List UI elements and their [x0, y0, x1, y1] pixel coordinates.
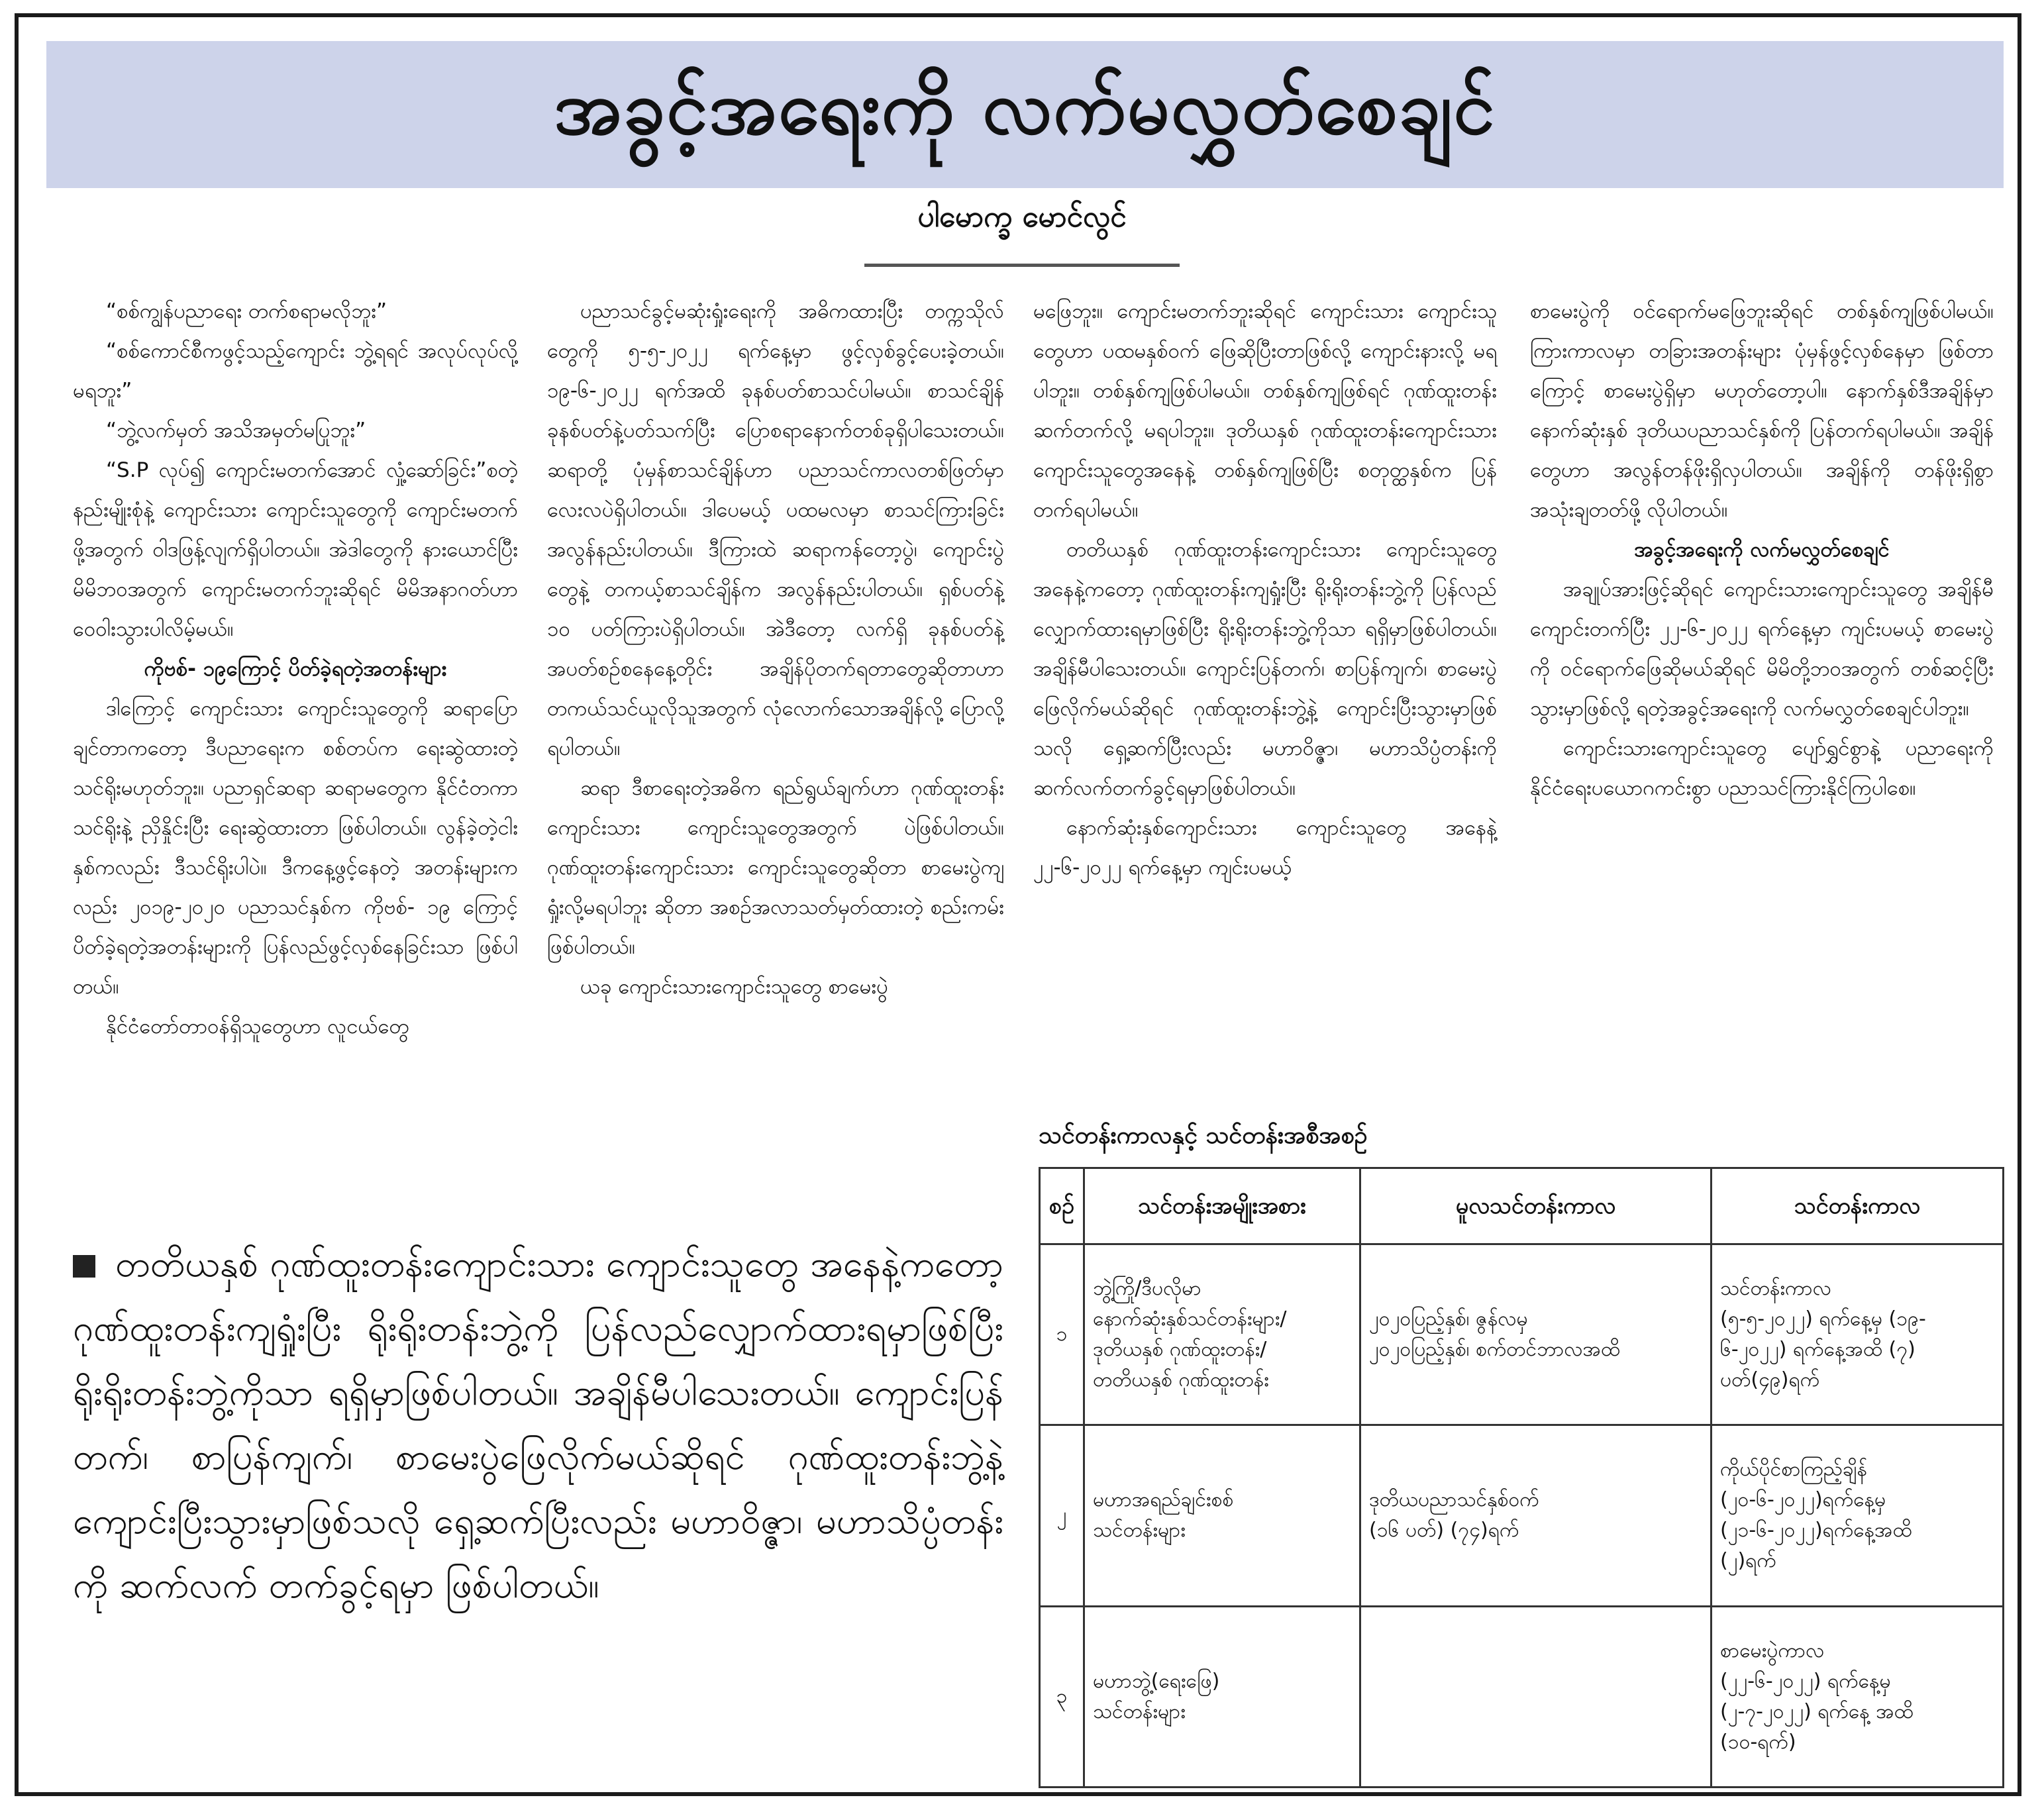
- table-row: [1040, 1244, 2004, 1425]
- period-cell: သင်တန်းကာလ (၅-၅-၂၀၂၂) ရက်နေ့မှ (၁၉- ၆-၂၀၂၂) ရက်နေ့အထိ (၇) ပတ်(၄၉)ရက်: [1712, 1244, 2004, 1425]
- text-column-4: [1530, 291, 1994, 808]
- table-row: [1040, 1606, 2004, 1787]
- paragraph: အချုပ်အားဖြင့်ဆိုရင် ကျောင်းသားကျောင်းသူတွေ အချိန်မီကျောင်းတက်ပြီး ၂၂-၆-၂၀၂၂ ရက်နေ့မှာ ကျင်းပမယ့် စာမေးပွဲကို ဝင်ရောက်ဖြေဆိုမယ်ဆိုရင် မိမိတို့ဘဝအတွက် တစ်ဆင့်ပြီးသွားမှာဖြစ်လို့ ရတဲ့အခွင့်အရေးကို လက်မလွှတ်စေချင်ပါဘူး။: [1530, 578, 1994, 721]
- paragraph: “စစ်ကောင်စီကဖွင့်သည့်ကျောင်း ဘွဲ့ရရင် အလုပ်လုပ်လို့ မရဘူး”: [73, 339, 518, 403]
- text-column-2: [547, 291, 1004, 1007]
- pull-quote-text: တတိယနှစ် ဂုဏ်ထူးတန်းကျောင်းသား ကျောင်းသူတွေ အနေနဲ့ကတော့ ဂုဏ်ထူးတန်းကျရှုံးပြီး ရိုးရိုးတန်းဘွဲ့ကို ပြန်လည်လျှောက်ထားရမှာဖြစ်ပြီး ရိုးရိုးတန်းဘွဲ့ကိုသာ ရရှိမှာဖြစ်ပါတယ်။ အချိန်မီပါသေးတယ်။ ကျောင်းပြန်တက်၊ စာပြန်ကျက်၊ စာမေးပွဲဖြေလိုက်မယ်ဆိုရင် ဂုဏ်ထူးတန်းဘွဲ့နဲ့ ကျောင်းပြီးသွားမှာဖြစ်သလို ရှေ့ဆက်ပြီးလည်း မဟာဝိဇ္ဇာ၊ မဟာသိပ္ပံတန်းကို ဆက်လက် တက်ခွင့်ရမှာ ဖြစ်ပါတယ်။: [73, 1243, 1003, 1606]
- text-column-1: [73, 291, 518, 1046]
- byline-underline: [864, 264, 1180, 267]
- course-type-cell: မဟာအရည်ချင်းစစ် သင်တန်းများ: [1084, 1425, 1360, 1606]
- row-number: ၂: [1040, 1425, 1084, 1606]
- schedule-title: သင်တန်းကာလနှင့် သင်တန်းအစီအစဉ်: [1039, 1122, 1368, 1149]
- paragraph: မဖြေဘူး။ ကျောင်းမတက်ဘူးဆိုရင် ကျောင်းသား ကျောင်းသူတွေဟာ ပထမနှစ်ဝက် ဖြေဆိုပြီးတာဖြစ်လို့ ကျောင်းနားလို့ မရပါဘူး။ တစ်နှစ်ကျဖြစ်ပါမယ်။ တစ်နှစ်ကျဖြစ်ရင် ဂုဏ်ထူးတန်းဆက်တက်လို့ မရပါဘူး။ ဒုတိယနှစ် ဂုဏ်ထူးတန်းကျောင်းသား ကျောင်းသူတွေအနေနဲ့ တစ်နှစ်ကျဖြစ်ပြီး စတုတ္ထနှစ်က ပြန်တက်ရပါမယ်။: [1033, 299, 1497, 522]
- course-type-cell: မဟာဘွဲ့(ရေးဖြေ) သင်တန်းများ: [1084, 1606, 1360, 1787]
- paragraph: ပညာသင်ခွင့်မဆုံးရှုံးရေးကို အဓိကထားပြီး တက္ကသိုလ်တွေကို ၅-၅-၂၀၂၂ ရက်နေ့မှာ ဖွင့်လှစ်ခွင့်ပေးခဲ့တယ်။ ၁၉-၆-၂၀၂၂ ရက်အထိ ခုနစ်ပတ်စာသင်ပါမယ်။ စာသင်ချိန် ခုနစ်ပတ်နဲ့ပတ်သက်ပြီး ပြောစရာနောက်တစ်ခုရှိပါသေးတယ်။ ဆရာတို့ ပုံမှန်စာသင်ချိန်ဟာ ပညာသင်ကာလတစ်ဖြတ်မှာ လေးလပဲရှိပါတယ်။ ဒါပေမယ့် ပထမလမှာ စာသင်ကြားခြင်း အလွန်နည်းပါတယ်။ ဒီကြားထဲ ဆရာကန်တော့ပွဲ၊ ကျောင်းပွဲတွေနဲ့ တကယ့်စာသင်ချိန်က အလွန်နည်းပါတယ်။ ရှစ်ပတ်နဲ့ ၁၀ ပတ်ကြားပဲရှိပါတယ်။ အဲဒီတော့ လက်ရှိ ခုနစ်ပတ်နဲ့ အပတ်စဉ်စနေနေ့တိုင်း အချိန်ပိုတက်ရတာတွေဆိုတာဟာ တကယ်သင်ယူလိုသူအတွက် လုံလောက်သောအချိန်လို့ ပြောလို့ရပါတယ်။: [547, 299, 1004, 760]
- paragraph: နောက်ဆုံးနှစ်ကျောင်းသား ကျောင်းသူတွေ အနေနဲ့ ၂၂-၆-၂၀၂၂ ရက်နေ့မှာ ကျင်းပမယ့်: [1033, 816, 1497, 880]
- schedule-header-row: [1040, 1168, 2004, 1244]
- paragraph: “S.P လုပ်၍ ကျောင်းမတက်အောင် လှုံ့ဆော်ခြင်း”စတဲ့နည်းမျိုးစုံနဲ့ ကျောင်းသား ကျောင်းသူတွေကို ကျောင်းမတက်ဖို့အတွက် ဝါဒဖြန့်လျက်ရှိပါတယ်။ အဲဒါတွေကို နားယောင်ပြီး မိမိဘဝအတွက် ကျောင်းမတက်ဘူးဆိုရင် မိမိအနာဂတ်ဟာ ဝေဝါးသွားပါလိမ့်မယ်။: [73, 458, 518, 641]
- paragraph: ယခု ကျောင်းသားကျောင်းသူတွေ စာမေးပွဲ: [580, 975, 888, 999]
- square-bullet-icon: [73, 1255, 95, 1278]
- paragraph: ဆရာ ဒီစာရေးတဲ့အဓိက ရည်ရွယ်ချက်ဟာ ဂုဏ်ထူးတန်း ကျောင်းသား ကျောင်းသူတွေအတွက် ပဲဖြစ်ပါတယ်။ ဂုဏ်ထူးတန်းကျောင်းသား ကျောင်းသူတွေဆိုတာ စာမေးပွဲကျရှုံးလို့မရပါဘူး ဆိုတာ အစဉ်အလာသတ်မှတ်ထားတဲ့ စည်းကမ်းဖြစ်ပါတယ်။: [547, 776, 1004, 959]
- section-subheading: အခွင့်အရေးကို လက်မလွှတ်စေချင်: [1634, 538, 1890, 562]
- title-banner: [46, 41, 2004, 188]
- row-number: ၁: [1040, 1244, 1084, 1425]
- period-cell: ကိုယ်ပိုင်စာကြည့်ချိန် (၂၀-၆-၂၀၂၂)ရက်နေ့မှ (၂၁-၆-၂၀၂၂)ရက်နေ့အထိ (၂)ရက်: [1712, 1425, 2004, 1606]
- paragraph: “ဘွဲ့လက်မှတ် အသိအမှတ်မပြုဘူး”: [106, 419, 366, 442]
- article-title: အခွင့်အရေးကို လက်မလွှတ်စေချင်: [554, 64, 1496, 151]
- pull-quote: [73, 1232, 1003, 1617]
- paragraph: “စစ်ကျွန်ပညာရေး တက်စရာမလိုဘူး”: [106, 299, 387, 323]
- header-no: စဉ်: [1040, 1168, 1084, 1244]
- author-byline: ပါမောက္ခ မောင်လွင်: [917, 200, 1127, 234]
- schedule-table: [1039, 1167, 2004, 1788]
- paragraph: စာမေးပွဲကို ဝင်ရောက်မဖြေဘူးဆိုရင် တစ်နှစ်ကျဖြစ်ပါမယ်။ ကြားကာလမှာ တခြားအတန်းများ ပုံမှန်ဖွင့်လှစ်နေမှာ ဖြစ်တာကြောင့် စာမေးပွဲရှိမှာ မဟုတ်တော့ပါ။ နောက်နှစ်ဒီအချိန်မှာ နောက်ဆုံးနှစ် ဒုတိယပညာသင်နှစ်ကို ပြန်တက်ရပါမယ်။ အချိန်တွေဟာ အလွန်တန်ဖိုးရှိလှပါတယ်။ အချိန်ကို တန်ဖိုးရှိစွာ အသုံးချတတ်ဖို့ လိုပါတယ်။: [1530, 299, 1994, 522]
- paragraph: တတိယနှစ် ဂုဏ်ထူးတန်းကျောင်းသား ကျောင်းသူတွေအနေနဲ့ကတော့ ဂုဏ်ထူးတန်းကျရှုံးပြီး ရိုးရိုးတန်းဘွဲ့ကို ပြန်လည်လျှောက်ထားရမှာဖြစ်ပြီး ရိုးရိုးတန်းဘွဲ့ကိုသာ ရရှိမှာဖြစ်ပါတယ်။ အချိန်မီပါသေးတယ်။ ကျောင်းပြန်တက်၊ စာပြန်ကျက်၊ စာမေးပွဲဖြေလိုက်မယ်ဆိုရင် ဂုဏ်ထူးတန်းဘွဲ့နဲ့ ကျောင်းပြီးသွားမှာဖြစ်သလို ရှေ့ဆက်ပြီးလည်း မဟာဝိဇ္ဇာ၊ မဟာသိပ္ပံတန်းကို ဆက်လက်တက်ခွင့်ရမှာဖြစ်ပါတယ်။: [1033, 538, 1497, 800]
- original-period-cell: ၂၀၂၀ပြည့်နှစ်၊ ဇွန်လမှ ၂၀၂၀ပြည့်နှစ်၊ စက်တင်ဘာလအထိ: [1360, 1244, 1712, 1425]
- header-period: သင်တန်းကာလ: [1712, 1168, 2004, 1244]
- period-cell: စာမေးပွဲကာလ (၂၂-၆-၂၀၂၂) ရက်နေ့မှ (၂-၇-၂၀၂၂) ရက်နေ့ အထိ (၁၀-ရက်): [1712, 1606, 2004, 1787]
- section-subheading: ကိုဗစ်- ၁၉ကြောင့် ပိတ်ခဲ့ရတဲ့အတန်းများ: [144, 657, 447, 681]
- paragraph: ကျောင်းသားကျောင်းသူတွေ ပျော်ရွှင်စွာနဲ့ ပညာရေးကို နိုင်ငံရေးပယောဂကင်းစွာ ပညာသင်ကြားနိုင်ကြပါစေ။: [1530, 736, 1994, 800]
- original-period-cell: [1360, 1606, 1712, 1787]
- header-course-type: သင်တန်းအမျိုးအစား: [1084, 1168, 1360, 1244]
- original-period-cell: ဒုတိယပညာသင်နှစ်ဝက် (၁၆ ပတ်) (၇၄)ရက်: [1360, 1425, 1712, 1606]
- header-original-period: မူလသင်တန်းကာလ: [1360, 1168, 1712, 1244]
- paragraph: နိုင်ငံတော်တာဝန်ရှိသူတွေဟာ လူငယ်တွေ: [106, 1015, 409, 1038]
- table-row: [1040, 1425, 2004, 1606]
- row-number: ၃: [1040, 1606, 1084, 1787]
- text-column-3: [1033, 291, 1497, 887]
- course-type-cell: ဘွဲ့ကြို/ဒီပလိုမာ နောက်ဆုံးနှစ်သင်တန်းများ/ ဒုတိယနှစ် ဂုဏ်ထူးတန်း/ တတိယနှစ် ဂုဏ်ထူးတန်း: [1084, 1244, 1360, 1425]
- paragraph: ဒါကြောင့် ကျောင်းသား ကျောင်းသူတွေကို ဆရာပြောချင်တာကတော့ ဒီပညာရေးက စစ်တပ်က ရေးဆွဲထားတဲ့ သင်ရိုးမဟုတ်ဘူး။ ပညာရှင်ဆရာ ဆရာမတွေက နိုင်ငံတကာသင်ရိုးနဲ့ ညှိနှိုင်းပြီး ရေးဆွဲထားတာ ဖြစ်ပါတယ်။ လွန်ခဲ့တဲ့ငါးနှစ်ကလည်း ဒီသင်ရိုးပါပဲ။ ဒီကနေ့ဖွင့်နေတဲ့ အတန်းများကလည်း ၂၀၁၉-၂၀၂၀ ပညာသင်နှစ်က ကိုဗစ်- ၁၉ ကြောင့် ပိတ်ခဲ့ရတဲ့အတန်းများကို ပြန်လည်ဖွင့်လှစ်နေခြင်းသာ ဖြစ်ပါတယ်။: [73, 697, 518, 999]
